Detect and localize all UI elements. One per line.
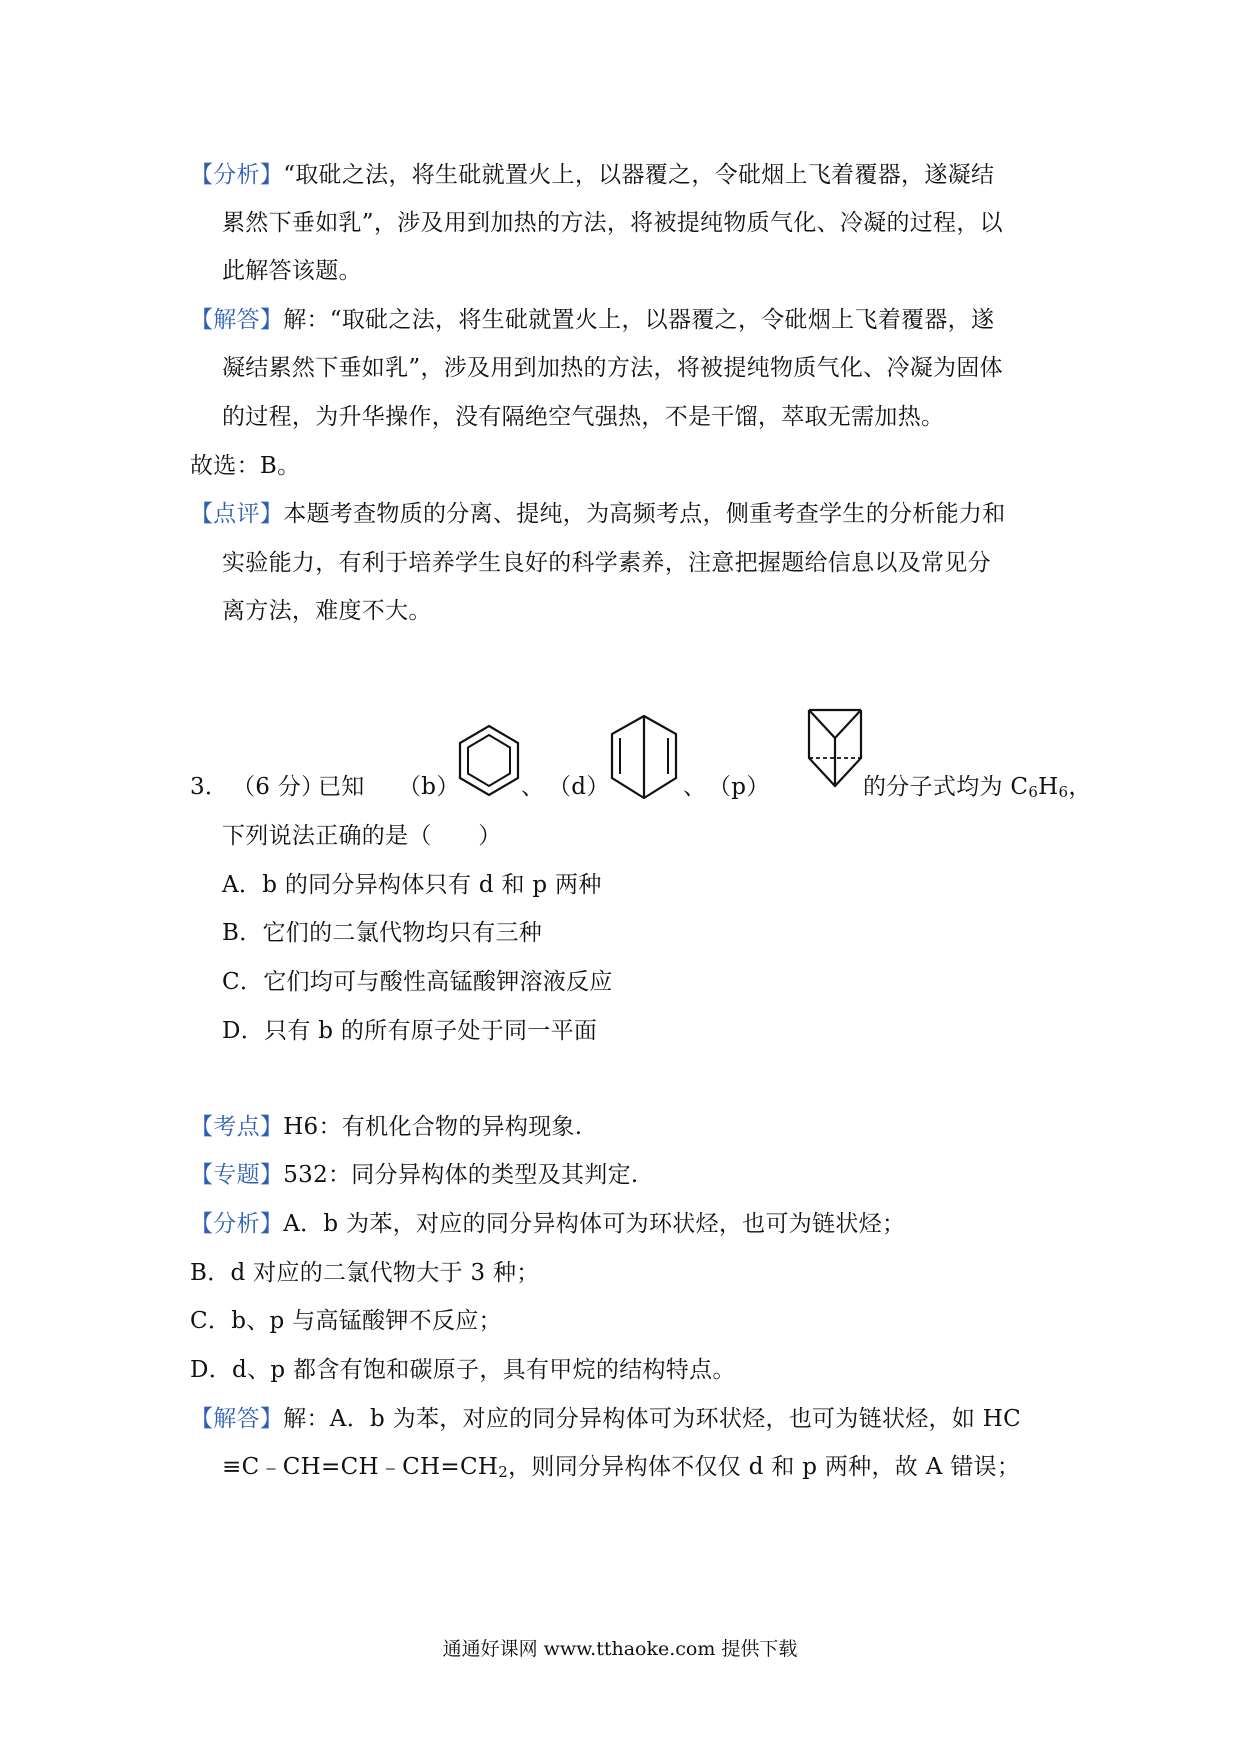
question-known: 已知 <box>318 774 365 800</box>
formula-text: 的分子式均为 $C_6H_6$， <box>863 774 1092 801</box>
solution-analysis-line-d: D．d、p 都含有饱和碳原子，具有甲烷的结构特点。 <box>190 1357 736 1383</box>
comment-line-2: 实验能力，有利于培养学生良好的科学素养，注意把握题给信息以及常见分 <box>222 550 991 576</box>
comment-line-1: 【点评】本题考查物质的分离、提纯，为高频考点，侧重考查学生的分析能力和 <box>190 501 1006 527</box>
zhuanti-line: 【专题】532：同分异构体的类型及其判定. <box>190 1162 639 1188</box>
option-c: C．它们均可与酸性高锰酸钾溶液反应 <box>222 969 613 995</box>
answer-line-1: 【解答】解：“取砒之法，将生砒就置火上，以器覆之，令砒烟上飞着覆器，遂 <box>190 307 995 333</box>
solution-answer-line-2: $\equiv C﹣CH=CH﹣CH=CH_2$，则同分异构体不仅仅 d 和 p 两种，故 A 错误； <box>222 1454 1021 1481</box>
answer-tag: 【解答】 <box>190 307 284 333</box>
analysis-line-2: 累然下垂如乳”，涉及用到加热的方法，将被提纯物质气化、冷凝的过程，以 <box>222 210 1003 236</box>
question-number: 3． <box>190 774 229 800</box>
answer-line-3: 的过程，为升华操作，没有隔绝空气强热，不是干馏，萃取无需加热。 <box>222 404 945 430</box>
solution-analysis-line-b: B．d 对应的二氯代物大于 3 种； <box>190 1260 540 1286</box>
analysis-tag: 【分析】 <box>190 162 284 188</box>
prismane-structure-p <box>805 702 865 792</box>
question-stem-line-2: 下列说法正确的是（ ） <box>222 823 502 849</box>
solution-analysis-line-c: C．b、p 与高锰酸钾不反应； <box>190 1308 502 1334</box>
solution-analysis-tag: 【分析】 <box>190 1211 284 1237</box>
option-d: D．只有 b 的所有原子处于同一平面 <box>222 1018 598 1044</box>
separator-2: 、 <box>683 774 707 800</box>
benzene-structure-b <box>455 722 523 800</box>
answer-line-2: 凝结累然下垂如乳”，涉及用到加热的方法，将被提纯物质气化、冷凝为固体 <box>222 355 1003 381</box>
page-footer: 通通好课网 www.tthaoke.com 提供下载 <box>442 1638 798 1660</box>
solution-answer-tag: 【解答】 <box>190 1406 284 1432</box>
analysis-line-1: 【分析】“取砒之法，将生砒就置火上，以器覆之，令砒烟上飞着覆器，遂凝结 <box>190 162 995 188</box>
option-a: A．b 的同分异构体只有 d 和 p 两种 <box>222 872 602 898</box>
kaodian-tag: 【考点】 <box>190 1114 284 1140</box>
zhuanti-tag: 【专题】 <box>190 1162 284 1188</box>
kaodian-line: 【考点】H6：有机化合物的异构现象. <box>190 1114 583 1140</box>
solution-answer-line-1: 【解答】解：A．b 为苯，对应的同分异构体可为环状烃，也可为链状烃，如 HC <box>190 1406 1022 1432</box>
separator-1: 、 <box>521 774 545 800</box>
dewar-benzene-structure-d <box>608 712 680 802</box>
choice-line: 故选：B。 <box>190 453 301 479</box>
comment-tag: 【点评】 <box>190 501 284 527</box>
label-p: （p） <box>708 774 770 800</box>
label-d: （d） <box>548 774 610 800</box>
option-b: B．它们的二氯代物均只有三种 <box>222 920 543 946</box>
analysis-line-3: 此解答该题。 <box>222 258 362 284</box>
comment-line-3: 离方法，难度不大。 <box>222 598 432 624</box>
solution-analysis-line-a: 【分析】A．b 为苯，对应的同分异构体可为环状烃，也可为链状烃； <box>190 1211 906 1237</box>
label-b: （b） <box>398 774 460 800</box>
question-score: （6 分） <box>232 774 325 800</box>
